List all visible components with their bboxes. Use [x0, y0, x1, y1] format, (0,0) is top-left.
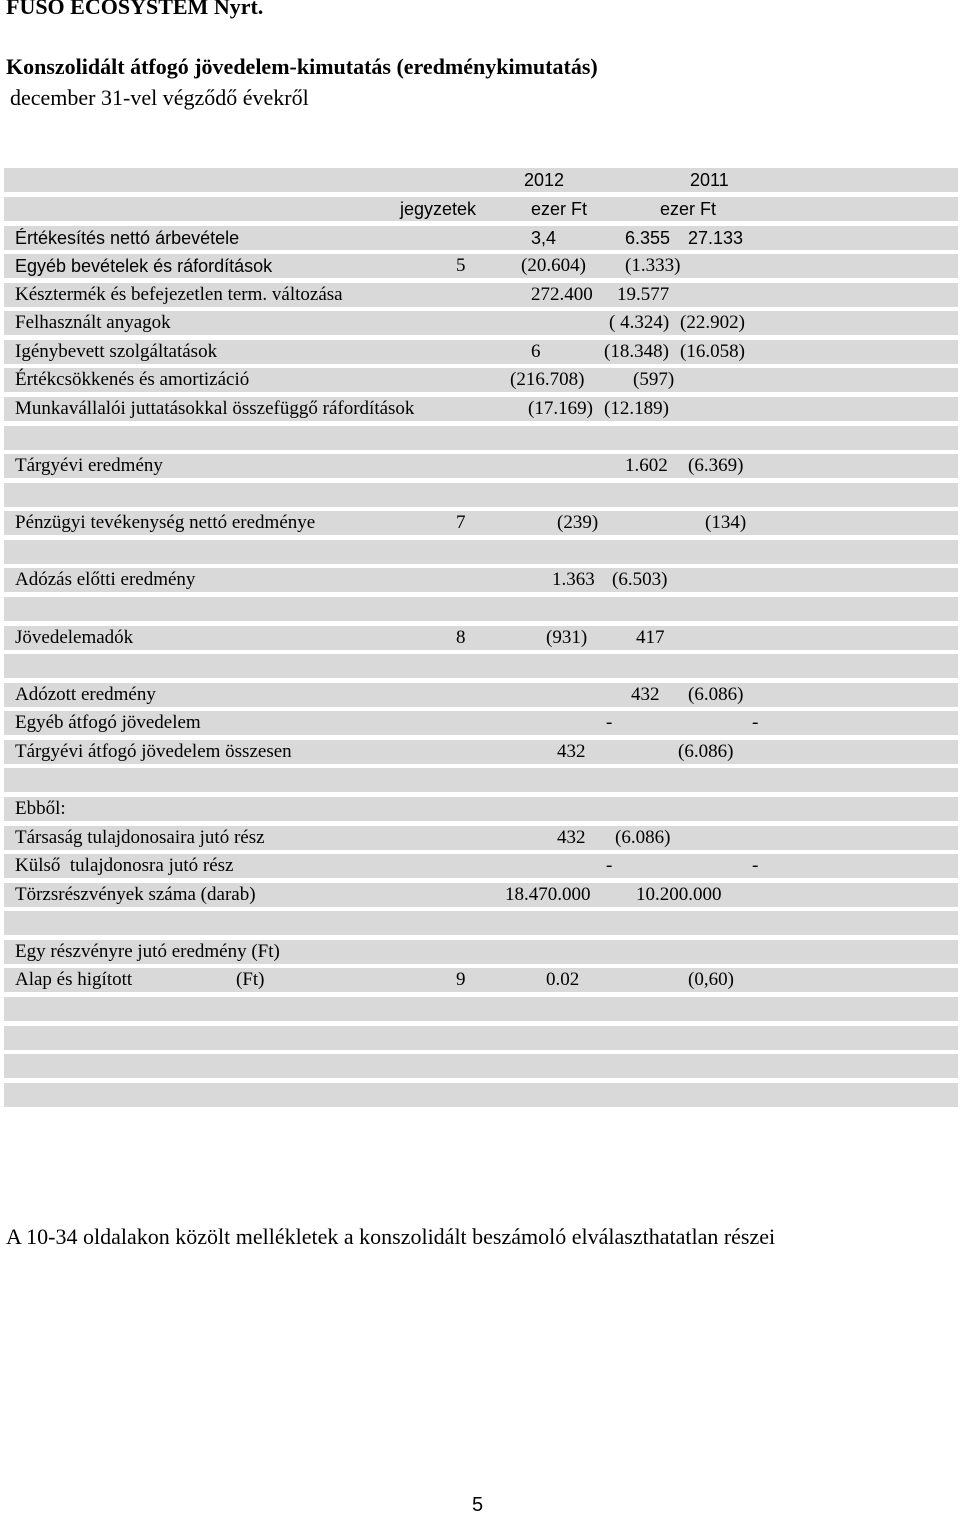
row-label: Adózás előtti eredmény [15, 569, 196, 590]
row-label: Egy részvényre jutó eredmény (Ft) [15, 941, 280, 962]
row-band [4, 483, 958, 507]
row-value: - [606, 712, 613, 733]
column-unit-2011: ezer Ft [660, 199, 717, 219]
row-note: 7 [456, 512, 466, 533]
row-label: Tárgyévi eredmény [15, 455, 163, 476]
row-value: 432 [631, 684, 660, 705]
row-band [4, 911, 958, 935]
row-value: 272.400 [531, 284, 593, 305]
row-note: 8 [456, 627, 466, 648]
row-value: (22.902) [680, 312, 745, 333]
row-band [4, 1054, 958, 1078]
row-value: (1.333) [625, 255, 681, 276]
row-band [4, 768, 958, 792]
row-value: (6.086) [678, 741, 734, 762]
row-value: - [752, 855, 759, 876]
row-label: Tárgyévi átfogó jövedelem összesen [15, 741, 292, 762]
row-label: Jövedelemadók [15, 627, 134, 648]
row-label: Egyéb bevételek és ráfordítások [15, 256, 273, 276]
row-value: 1.363 [552, 569, 595, 590]
row-value: 10.200.000 [636, 884, 722, 905]
row-value: (6.369) [688, 455, 744, 476]
row-label: Értékcsökkenés és amortizáció [15, 369, 250, 390]
row-value: (18.348) [604, 341, 669, 362]
footer-note: A 10-34 oldalakon közölt mellékletek a konszolidált beszámoló elválaszthatatlan részei [6, 1224, 776, 1249]
row-band [4, 626, 958, 650]
row-label: Ebből: [15, 798, 66, 819]
row-band [4, 426, 958, 450]
row-value: 27.133 [688, 228, 744, 248]
row-value: 417 [636, 627, 665, 648]
row-value: (239) [557, 512, 599, 533]
row-value: (0,60) [688, 969, 734, 990]
statement-title: Konszolidált átfogó jövedelem-kimutatás (eredménykimutatás) [6, 54, 598, 79]
row-band [4, 197, 958, 221]
row-value: (6.086) [615, 827, 671, 848]
row-value: (20.604) [521, 255, 586, 276]
row-label: Értékesítés nettó árbevétele [15, 228, 240, 248]
column-year-2012: 2012 [524, 170, 565, 190]
column-unit-2012: ezer Ft [531, 199, 588, 219]
row-value: 6.355 [625, 228, 671, 248]
statement-subtitle: december 31-vel végződő évekről [10, 85, 309, 110]
row-unit: (Ft) [236, 969, 265, 990]
row-label: Külső tulajdonosra jutó rész [15, 855, 234, 876]
row-band [4, 597, 958, 621]
company-name: FUSO ECOSYSTEM Nyrt. [6, 0, 264, 19]
row-band [4, 1026, 958, 1050]
row-value: (931) [546, 627, 588, 648]
row-label: Felhasznált anyagok [15, 312, 171, 333]
row-band [4, 968, 958, 992]
row-band [4, 797, 958, 821]
row-value: 432 [557, 741, 586, 762]
row-value: (12.189) [604, 398, 669, 419]
row-value: 0.02 [546, 969, 580, 990]
row-value: 1.602 [625, 455, 668, 476]
row-band [4, 654, 958, 678]
row-label: Adózott eredmény [15, 684, 156, 705]
row-value: (16.058) [680, 341, 745, 362]
row-label: Egyéb átfogó jövedelem [15, 712, 201, 733]
row-value: 18.470.000 [505, 884, 591, 905]
row-note: 9 [456, 969, 466, 990]
row-value: 432 [557, 827, 586, 848]
row-value: (6.086) [688, 684, 744, 705]
row-value: (134) [705, 512, 747, 533]
row-value: (597) [633, 369, 675, 390]
row-value: - [752, 712, 759, 733]
row-band [4, 1083, 958, 1107]
row-band [4, 540, 958, 564]
row-label: Igénybevett szolgáltatások [15, 341, 218, 362]
row-value: 19.577 [617, 284, 670, 305]
column-year-2011: 2011 [690, 170, 729, 190]
row-value: 3,4 [531, 228, 557, 248]
row-note: 6 [531, 341, 541, 362]
row-label: Törzsrészvények száma (darab) [15, 884, 256, 905]
row-band [4, 168, 958, 192]
row-note: 5 [456, 255, 466, 276]
row-value: (17.169) [528, 398, 593, 419]
row-value: (216.708) [510, 369, 585, 390]
row-label: Alap és higított [15, 969, 133, 990]
row-label: Pénzügyi tevékenység nettó eredménye [15, 512, 316, 533]
page-number: 5 [472, 1494, 484, 1516]
row-value: ( 4.324) [609, 312, 670, 333]
row-value: - [606, 855, 613, 876]
row-band [4, 997, 958, 1021]
row-label: Munkavállalói juttatásokkal összefüggő ráfordítások [15, 398, 415, 419]
column-notes: jegyzetek [400, 199, 477, 219]
row-label: Késztermék és befejezetlen term. változása [15, 284, 343, 305]
row-label: Társaság tulajdonosaira jutó rész [15, 827, 265, 848]
row-value: (6.503) [612, 569, 668, 590]
